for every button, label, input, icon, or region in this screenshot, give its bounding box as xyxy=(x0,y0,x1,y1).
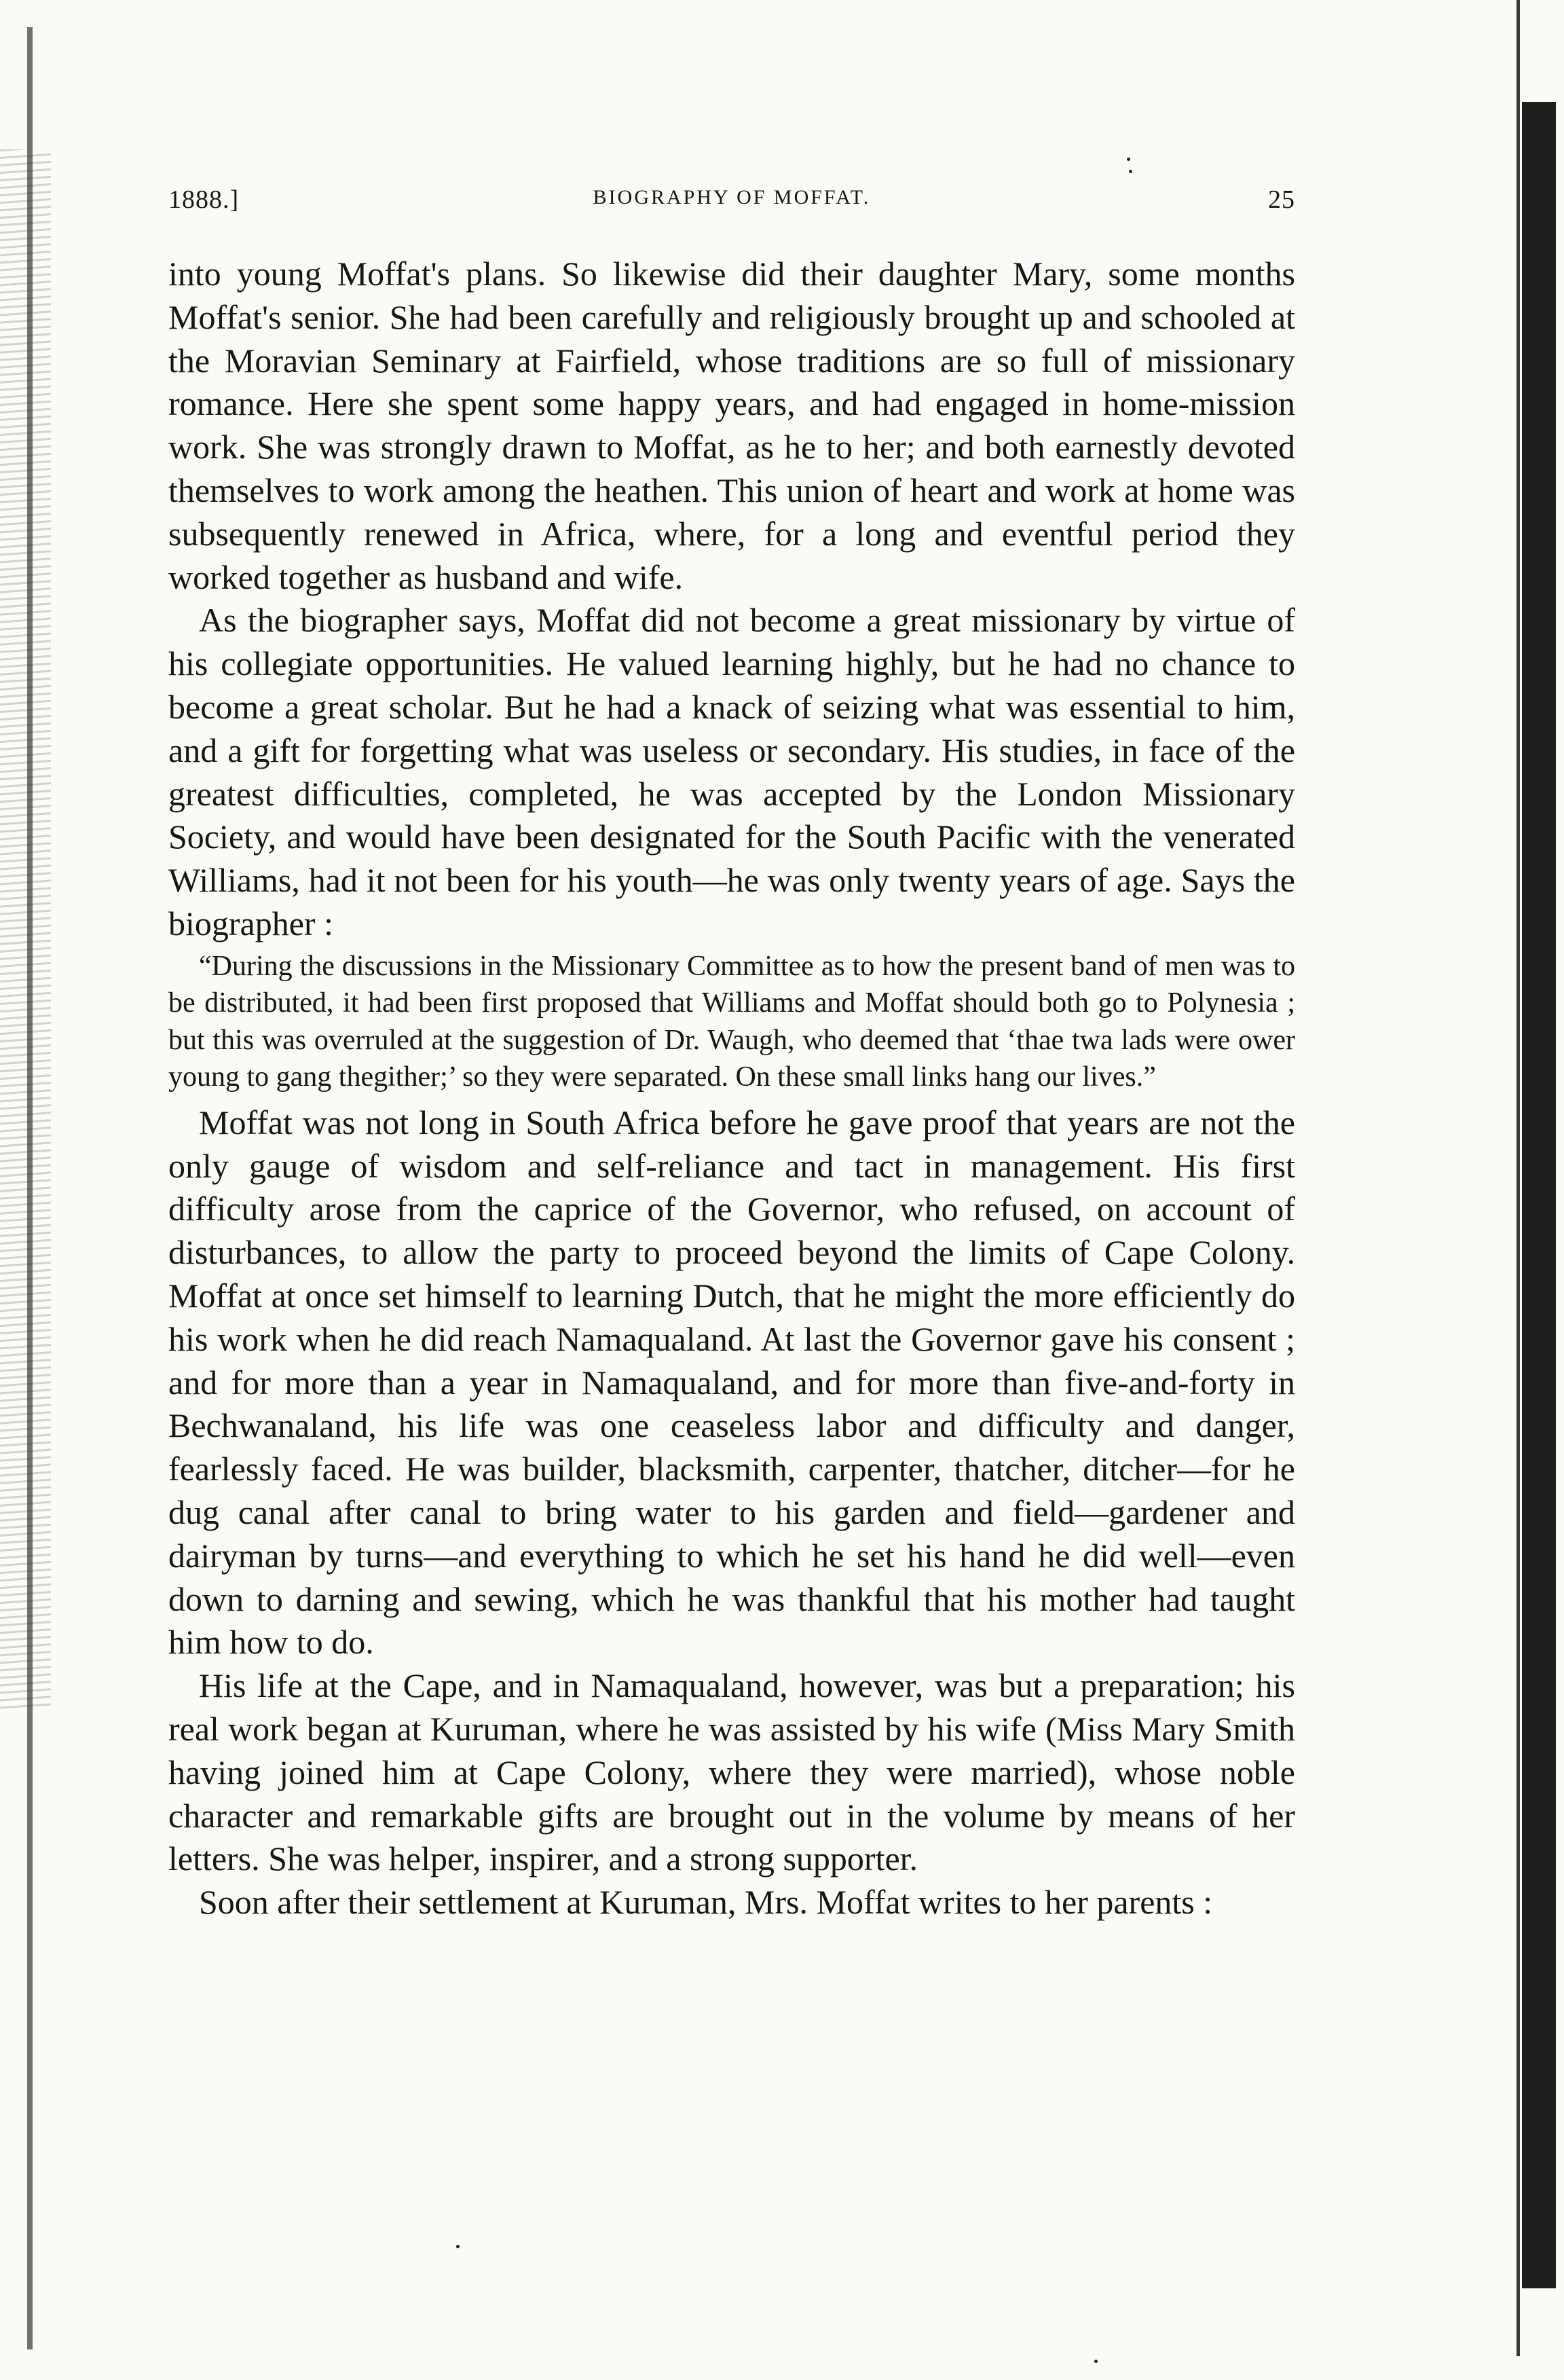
paragraph-south-africa: Moffat was not long in South Africa before he gave proof that years are not the only gauge of wisdom and self-reliance and tact in management. His first difficulty arose from the caprice of the Governor, who refused, on account of disturbances, to allow the party to proceed beyond the limits of Cape Colony. Moffat at once set himself to learning Dutch, that he might the more efficiently do his work when he did reach Namaqualand. At last the Governor gave his consent ; and for more than a year in Namaqualand, and for more than five-and-forty in Bechwanaland, his life was one ceaseless labor and difficulty and danger, fearlessly faced. He was builder, blacksmith, carpenter, thatcher, ditcher—for he dug canal after canal to bring water to his garden and field—gardener and dairyman by turns—and everything to which he set his hand he did well—even down to darning and sewing, which he was thankful that his mother had taught him how to do. xyxy=(168,1103,1295,1662)
left-binding-texture xyxy=(0,149,51,1711)
ink-speck xyxy=(1127,158,1130,161)
header-year: 1888.] xyxy=(168,185,240,214)
block-quote: “During the discussions in the Missionary Committee as to how the present band of men was to be distributed, it had been first proposed that Williams and Moffat should both go to Polynesia ; but this was overruled at the suggestion of Dr. Waugh, who deemed that ‘thae twa lads were ower young to gang thegither;’ so they were separated. On these small links hang our lives.” xyxy=(168,950,1295,1093)
body-text xyxy=(168,253,1295,1924)
running-header xyxy=(168,185,1295,225)
ink-speck xyxy=(456,2245,460,2248)
paragraph-kuruman: His life at the Cape, and in Namaqualand, however, was but a preparation; his real work began at Kuruman, where he was assisted by his wife (Miss Mary Smith having joined him at Cape Colony, where they were married), whose noble character and remarkable gifts are brought out in the volume by means of her letters. She was helper, inspirer, and a strong supporter. xyxy=(168,1666,1295,1878)
right-binding-edge xyxy=(1512,0,1564,2380)
paragraph-biographer: As the biographer says, Moffat did not become a great missionary by virtue of his collegiate opportunities. He valued learning highly, but he had no chance to become a great scholar. But he had a knack of seizing what was essential to him, and a gift for forgetting what was useless or secondary. His studies, in face of the greatest difficulties, completed, he was accepted by the London Missionary Society, and would have been designated for the South Pacific with the venerated Williams, had it not been for his youth—he was only twenty years of age. Says the biographer : xyxy=(168,601,1295,942)
right-binding-thin-rule xyxy=(1516,0,1520,2356)
left-binding-edge xyxy=(0,27,48,2349)
right-binding-dark-bar xyxy=(1522,102,1556,2288)
ink-speck xyxy=(1094,2360,1098,2363)
paragraph-letters-intro: Soon after their settlement at Kuruman, Mrs. Moffat writes to her parents : xyxy=(199,1883,1213,1922)
page-number: 25 xyxy=(1268,185,1295,214)
ink-speck xyxy=(1129,170,1132,173)
paragraph-continued: into young Moffat's plans. So likewise did their daughter Mary, some months Moffat's senior. She had been carefully and religiously brought up and schooled at the Moravian Seminary at Fairfield, whose traditions are so full of missionary romance. Here she spent some happy years, and had engaged in home-mission work. She was strongly drawn to Moffat, as he to her; and both earnestly devoted themselves to work among the heathen. This union of heart and work at home was subsequently renewed in Africa, where, for a long and eventful period they worked together as husband and wife. xyxy=(168,255,1295,596)
header-running-title: BIOGRAPHY OF MOFFAT. xyxy=(593,186,871,208)
